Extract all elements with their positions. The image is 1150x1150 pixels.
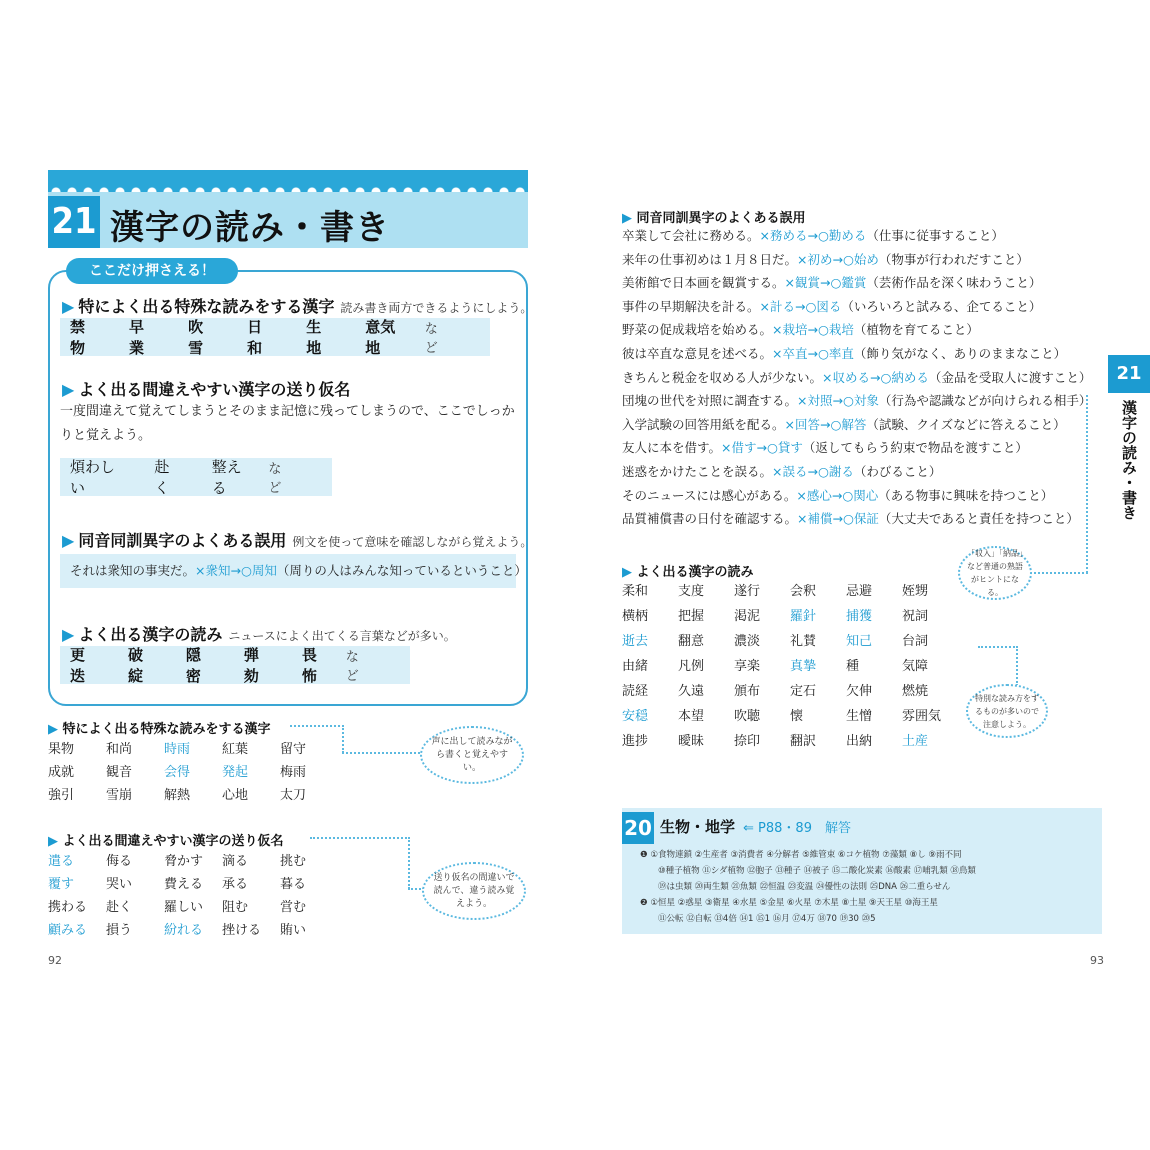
kanji-item: 把握 — [678, 609, 705, 624]
kanji-item: 気障 — [902, 659, 929, 674]
kanji-item: 煩わしい — [70, 458, 116, 497]
kanji-item: 翻訳 — [790, 734, 817, 749]
kanji-item: 忌避 — [846, 584, 873, 599]
tip-bubble: 特別な読み方をするものが多いので注意しよう。 — [966, 684, 1048, 738]
homophone-sentence — [622, 250, 1029, 268]
homophone-sentence — [622, 368, 1091, 386]
kanji-item: 携わる — [48, 900, 88, 915]
kanji-grid-okurigana — [48, 850, 338, 938]
sentence-text: 入学試験の回答用紙を配る。 — [622, 416, 785, 432]
kanji-item: 逝去 — [622, 634, 649, 649]
kanji-item: 享楽 — [734, 659, 761, 674]
kanji-item: 阻む — [222, 900, 249, 915]
kanji-item: 覆す — [48, 877, 75, 892]
kanji-item: 時雨 — [164, 742, 191, 757]
section-note: 例文を使って意味を確認しながら覚えよう。 — [292, 535, 533, 549]
kanji-item: 曖昧 — [678, 734, 705, 749]
section-heading-text: よく出る間違えやすい漢字の送り仮名 — [78, 380, 351, 399]
kanji-item: 出納 — [846, 734, 873, 749]
sentence-correction: ×補償→○保証 — [797, 511, 879, 527]
section-paragraph: 一度間違えて覚えてしまうとそのまま記憶に残ってしまうので、ここでしっかりと覚えよう。 — [60, 404, 515, 443]
kanji-item: 真摯 — [790, 659, 817, 674]
kanji-item: 凡例 — [678, 659, 705, 674]
kanji-item: 意気地 — [365, 318, 396, 357]
homophone-sentence — [622, 226, 1004, 244]
section-heading-text: 同音同訓異字のよくある誤用 — [78, 531, 287, 550]
sentence-correction: ×初め→○始め — [797, 251, 879, 267]
sentence-meaning: （飾り気がなく、ありのままなこと） — [853, 346, 1067, 361]
section-note: 読み書き両方できるようにしよう。 — [340, 301, 533, 315]
kanji-item: 更迭 — [70, 646, 86, 685]
chip-row-special — [60, 318, 490, 356]
kanji-item: 礼賛 — [790, 634, 817, 649]
section-heading-special-readings — [62, 294, 532, 317]
chapter-title-bar — [48, 170, 528, 248]
kanji-item: 滴る — [222, 854, 249, 869]
list-heading-text: 同音同訓異字のよくある誤用 — [636, 211, 806, 226]
sentence-text: 彼は卒直な意見を述べる。 — [622, 346, 773, 361]
homophone-sentence — [622, 509, 1079, 527]
side-tab-label: 漢字の読み・書き — [1120, 400, 1138, 520]
kanji-item: 侮る — [106, 854, 133, 869]
sentence-correction: ×感心→○関心 — [796, 487, 879, 503]
kanji-item: 賄い — [280, 923, 307, 938]
kanji-item: 欠伸 — [846, 684, 873, 699]
sentence-meaning: （わびること） — [853, 464, 942, 479]
answer-line: ⑲は虫類 ⑳両生類 ㉑魚類 ㉒恒温 ㉓変温 ㉔優性の法則 ㉕DNA ㉖二重らせん — [658, 882, 951, 892]
kanji-item: 紅葉 — [222, 742, 249, 757]
chip-row-okurigana — [60, 458, 332, 496]
sentence-correction: ×観賞→○鑑賞 — [784, 275, 867, 291]
kanji-item: 捺印 — [734, 734, 761, 749]
triangle-icon: ▶ — [62, 625, 75, 644]
chapter-title: 漢字の読み・書き — [110, 208, 390, 248]
kanji-item: 会釈 — [790, 584, 817, 599]
homophone-sentence — [622, 273, 1041, 291]
example-meaning: （周りの人はみんな知っているということ） — [276, 563, 527, 578]
sentence-correction: ×収める→○納める — [822, 369, 929, 385]
dotted-connector — [408, 837, 410, 889]
kanji-item: 姪甥 — [902, 584, 929, 599]
kanji-item: 成就 — [48, 765, 75, 780]
kanji-item: 果物 — [48, 742, 75, 757]
kanji-item: 遂行 — [734, 584, 761, 599]
kanji-item: 解熱 — [164, 788, 191, 803]
sentence-meaning: （返してもらう約束で物品を渡すこと） — [802, 440, 1028, 456]
kanji-item: 梅雨 — [280, 765, 307, 780]
answer-number: 20 — [622, 812, 654, 844]
sentence-text: 来年の仕事初めは１月８日だ。 — [622, 251, 798, 267]
kanji-item: 進捗 — [622, 734, 649, 749]
kanji-item: 留守 — [280, 742, 307, 757]
kanji-item: 種 — [846, 659, 860, 674]
sentence-meaning: （物事が行われだすこと） — [878, 251, 1029, 267]
sentence-meaning: （大丈夫であると責任を持つこと） — [878, 511, 1079, 527]
kanji-item: 観音 — [106, 765, 133, 780]
kanji-item: 雪崩 — [106, 788, 133, 803]
sentence-correction: ×回答→○解答 — [784, 416, 867, 432]
kanji-item: 脅かす — [164, 854, 204, 869]
kanji-item: 暮る — [280, 877, 307, 892]
kanji-item: 羅しい — [164, 900, 204, 915]
triangle-icon: ▶ — [62, 531, 75, 550]
chip-row-readings — [60, 646, 410, 684]
kanji-item: 赴く — [106, 900, 133, 915]
kanji-item: 隠密 — [185, 646, 201, 685]
kanji-item: 濃淡 — [734, 634, 761, 649]
homophone-sentence — [622, 297, 1041, 315]
kanji-item: 横柄 — [622, 609, 649, 624]
sentence-meaning: （ある物事に興味を持つこと） — [878, 487, 1054, 503]
sentence-meaning: （金品を受取人に渡すこと） — [928, 369, 1092, 385]
kanji-item: 弾劾 — [243, 646, 259, 685]
kanji-item: 心地 — [222, 788, 249, 803]
kanji-item: 畏怖 — [301, 646, 317, 685]
tip-bubble: 「収入」「納品」など普通の熟語がヒントになる。 — [958, 546, 1032, 600]
sentence-text: 品質補償書の日付を確認する。 — [622, 511, 798, 527]
kanji-item: 禁物 — [70, 318, 86, 357]
kanji-item: 強引 — [48, 788, 75, 803]
kanji-item: 支度 — [678, 584, 705, 599]
kanji-item: 吹聴 — [734, 709, 761, 724]
tip-bubble: 声に出して読みながら書くと覚えやすい。 — [420, 726, 524, 784]
answer-line: ⑪公転 ⑫自転 ⑬4倍 ⑭1 ⑮1 ⑯月 ⑰4万 ⑱70 ⑲30 ⑳5 — [658, 914, 876, 924]
list-heading-special — [48, 718, 271, 737]
sentence-meaning: （芸術作品を深く味わうこと） — [866, 275, 1042, 291]
kanji-item: 日和 — [247, 318, 263, 357]
nado-label: など — [268, 462, 282, 496]
kanji-item: 承る — [222, 877, 249, 892]
dotted-connector — [1086, 395, 1088, 573]
kanji-item: 顧みる — [48, 923, 88, 938]
list-heading-homophones — [622, 207, 806, 226]
sentence-correction: ×務める→○勤める — [759, 228, 867, 243]
nado-label: など — [345, 650, 359, 684]
homophone-sentence — [622, 438, 1028, 456]
triangle-icon: ▶ — [48, 722, 58, 737]
page-number-right: 93 — [1090, 954, 1104, 967]
list-heading-okurigana — [48, 830, 284, 849]
sentence-meaning: （いろいろと試みる、企てること） — [841, 298, 1042, 314]
dotted-connector — [310, 837, 410, 839]
sentence-text: 事件の早期解決を計る。 — [622, 298, 760, 314]
sentence-correction: ×計る→○図る — [759, 298, 842, 314]
kanji-item: 由緒 — [622, 659, 649, 674]
list-heading-text: 特によく出る特殊な読みをする漢字 — [62, 722, 271, 737]
kanji-item: 頒布 — [734, 684, 761, 699]
kanji-item: 吹雪 — [188, 318, 204, 357]
kanji-item: 営む — [280, 900, 307, 915]
kanji-item: 雰囲気 — [902, 709, 942, 724]
triangle-icon: ▶ — [62, 380, 75, 399]
sentence-correction: ×誤る→○謝る — [772, 464, 854, 479]
answer-line: ❷ ①恒星 ②惑星 ③衛星 ④水星 ⑤金星 ⑥火星 ⑦木星 ⑧土星 ⑨天王星 ⑩海王星 — [640, 898, 938, 908]
homophone-sentence — [622, 320, 979, 338]
section-heading-homophones — [62, 528, 532, 551]
kanji-item: 柔和 — [622, 584, 649, 599]
list-heading-text: よく出る漢字の読み — [636, 565, 754, 580]
sentence-text: 団塊の世代を対照に調査する。 — [622, 393, 798, 409]
section-heading-okurigana — [62, 377, 350, 400]
sentence-meaning: （試験、クイズなどに答えること） — [866, 416, 1066, 432]
kanji-item: 赴く — [154, 458, 170, 497]
homophone-sentence — [622, 486, 1053, 504]
example-box — [60, 554, 527, 588]
homophone-sentence — [622, 344, 1066, 362]
kanji-item: 翻意 — [678, 634, 705, 649]
sentence-text: 迷惑をかけたことを誤る。 — [622, 464, 773, 479]
homophone-sentence — [622, 415, 1066, 433]
kanji-item: 遣る — [48, 854, 75, 869]
section-heading-text: よく出る漢字の読み — [78, 625, 223, 644]
triangle-icon: ▶ — [622, 211, 632, 226]
sentence-text: きちんと税金を収める人が少ない。 — [622, 369, 823, 385]
list-heading-readings — [622, 561, 754, 580]
dotted-connector — [1016, 646, 1018, 686]
chapter-number: 21 — [48, 196, 100, 248]
sentence-meaning: （仕事に従事すること） — [866, 228, 1004, 243]
kanji-item: 読経 — [622, 684, 649, 699]
sentence-correction: ×対照→○対象 — [797, 393, 879, 409]
triangle-icon: ▶ — [62, 297, 75, 316]
sentence-correction: ×借す→○貸す — [721, 440, 803, 456]
answer-title — [660, 816, 851, 837]
page-number-left: 92 — [48, 954, 62, 967]
kanji-item: 紛れる — [164, 923, 204, 938]
answer-title-text: 生物・地学 — [660, 818, 736, 836]
dotted-connector — [342, 725, 344, 753]
kanji-grid-special — [48, 738, 338, 803]
kanji-grid-readings — [622, 580, 958, 749]
side-tab-number: 21 — [1108, 355, 1150, 393]
kanji-item: 捕獲 — [846, 609, 873, 624]
kanji-item: 挫ける — [222, 923, 262, 938]
answer-line: ❶ ①食物連鎖 ②生産者 ③消費者 ④分解者 ⑤維管束 ⑥コケ植物 ⑦藻類 ⑧し ⑨雨不同 — [640, 850, 962, 860]
sentence-text: 野菜の促成栽培を始める。 — [622, 322, 773, 338]
answer-box — [622, 808, 1102, 934]
kanji-item: 渇泥 — [734, 609, 761, 624]
section-note: ニュースによく出てくる言葉などが多い。 — [228, 629, 456, 643]
sentence-meaning: （行為や認識などが向けられる相手） — [878, 393, 1092, 409]
kanji-item: 土産 — [902, 734, 929, 749]
kanji-item: 生地 — [306, 318, 322, 357]
kanji-item: 久遠 — [678, 684, 705, 699]
tip-bubble: 送り仮名の間違いで読んで、違う読み覚えよう。 — [422, 862, 526, 920]
kanji-item: 本望 — [678, 709, 705, 724]
kanji-item: 早業 — [129, 318, 145, 357]
sentence-text: 卒業して会社に務める。 — [622, 228, 760, 243]
section-heading-readings — [62, 622, 456, 645]
kanji-item: 燃焼 — [902, 684, 929, 699]
kanji-item: 和尚 — [106, 742, 133, 757]
kanji-item: 挑む — [280, 854, 307, 869]
kanji-item: 安穏 — [622, 709, 649, 724]
kanji-item: 台詞 — [902, 634, 929, 649]
sentence-text: 友人に本を借す。 — [622, 440, 722, 456]
example-correction: ×衆知→○周知 — [195, 563, 277, 578]
kanji-item: 発起 — [222, 765, 249, 780]
dotted-connector — [978, 646, 1018, 648]
example-sentence: それは衆知の事実だ。 — [70, 563, 196, 578]
kanji-item: 羅針 — [790, 609, 817, 624]
kanji-item: 整える — [211, 458, 242, 497]
kanji-item: 生憎 — [846, 709, 873, 724]
kanji-item: 損う — [106, 923, 133, 938]
kanji-item: 哭い — [106, 877, 133, 892]
title-decor-strip — [48, 170, 528, 192]
kanji-item: 太刀 — [280, 788, 307, 803]
sentence-meaning: （植物を育てること） — [853, 322, 979, 338]
key-points-tag: ここだけ押さえる！ — [66, 258, 238, 284]
answer-line: ⑩種子植物 ⑪シダ植物 ⑫胞子 ⑬種子 ⑭被子 ⑮二酸化炭素 ⑯酸素 ⑰哺乳類 ⑱鳥類 — [658, 866, 976, 876]
kanji-item: 破綻 — [127, 646, 143, 685]
sentence-correction: ×栽培→○栽培 — [772, 322, 854, 338]
kanji-item: 費える — [164, 877, 204, 892]
kanji-item: 会得 — [164, 765, 191, 780]
kanji-item: 定石 — [790, 684, 817, 699]
homophone-sentence — [622, 462, 941, 480]
dotted-connector — [342, 752, 420, 754]
triangle-icon: ▶ — [48, 834, 58, 849]
sentence-text: そのニュースには感心がある。 — [622, 487, 797, 503]
answer-reference: ⇐ P88・89 解答 — [743, 821, 851, 836]
kanji-item: 知己 — [846, 634, 873, 649]
section-heading-text: 特によく出る特殊な読みをする漢字 — [78, 297, 335, 316]
dotted-connector — [1026, 572, 1088, 574]
kanji-item: 懐 — [790, 709, 804, 724]
sentence-correction: ×卒直→○率直 — [772, 346, 854, 361]
dotted-connector — [290, 725, 344, 727]
sentence-text: 美術館で日本画を観賞する。 — [622, 275, 785, 291]
homophone-sentence — [622, 391, 1091, 409]
kanji-item: 祝詞 — [902, 609, 929, 624]
triangle-icon: ▶ — [622, 565, 632, 580]
nado-label: など — [424, 322, 438, 356]
list-heading-text: よく出る間違えやすい漢字の送り仮名 — [62, 834, 284, 849]
